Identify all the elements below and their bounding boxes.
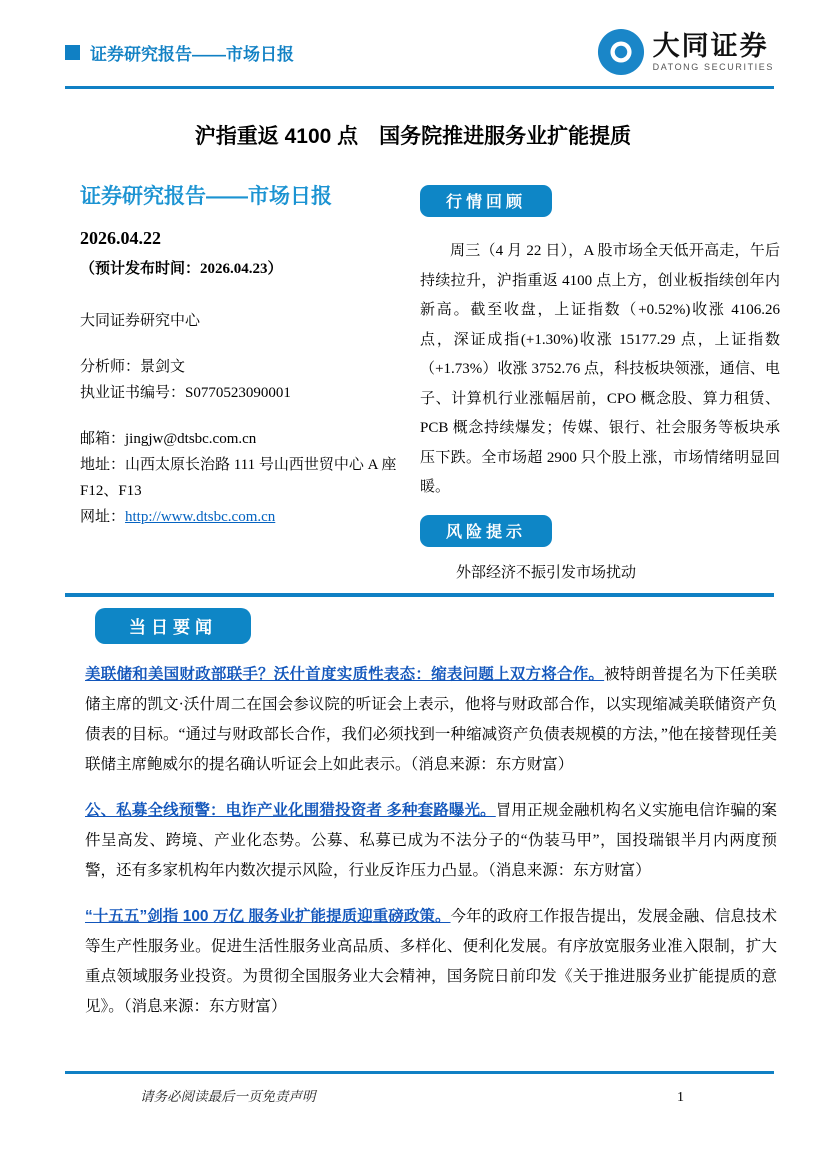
page-header [65, 28, 774, 76]
footer-divider-rule [65, 1071, 774, 1074]
page-footer [65, 1085, 774, 1106]
news-item [85, 660, 777, 780]
datong-pinwheel-logo-icon [597, 28, 645, 76]
expected-publish-time: （预计发布时间：2026.04.23） [80, 261, 283, 277]
header-report-label: 证券研究报告——市场日报 [90, 45, 294, 64]
risk-warning-text: 外部经济不振引发市场扰动 [456, 564, 637, 581]
left-info-panel [80, 180, 410, 530]
market-review-text: 周三（4 月 22 日），A 股市场全天低开高走，午后持续拉升，沪指重返 4100 点上方，创业板指续创年内新高。截至收盘，上证指数（+0.52%)收涨 4106.26 点，深证成指(+1.30%)收涨 15177.29 点，上证指数（+1.73%）收涨 3752.76 点，科技板块领涨，通信、电子、计算机行业涨幅居前，CPO 概念股、算力租赁、PCB 概念持续爆发；传媒、银行、社会服务等板块承压下跌。全市场超 2900 只个股上涨，市场情绪明显回暖。 [420, 243, 780, 495]
website-link[interactable]: http://www.dtsbc.com.cn [125, 509, 276, 525]
news-item [85, 902, 777, 1022]
analyst-name: 分析师：景剑文 [80, 359, 186, 375]
website-line [80, 504, 410, 530]
daily-news-badge: 当日要闻 [95, 608, 251, 644]
market-review-badge: 行情回顾 [420, 185, 552, 217]
news-section-divider-rule [65, 593, 774, 597]
header-report-label-group [65, 40, 294, 65]
news-item-body: 今年的政府工作报告提出，发展金融、信息技术等生产性服务业。促进生活性服务业高品质、多样化、便利化发展。有序放宽服务业准入限制，扩大重点领域服务业投资。为贯彻全国服务业大会精神，国务院日前印发《关于推进服务业扩能提质的意见》。（消息来源：东方财富） [85, 908, 777, 1015]
contact-email: 邮箱：jingjw@dtsbc.com.cn [80, 431, 257, 447]
news-item-body: 冒用正规金融机构名义实施电信诈骗的案件呈高发、跨境、产业化态势。公募、私募已成为不法分子的“伪装马甲”，国投瑞银半月内两度预警，还有多家机构年内数次提示风险，行业反诈压力凸显。（消息来源：东方财富） [85, 802, 777, 879]
document-title: 沪指重返 4100 点 国务院推进服务业扩能提质 [194, 125, 632, 148]
report-date: 2026.04.22 [80, 228, 161, 248]
news-item-lead: 美联储和美国财政部联手？沃什首度实质性表态：缩表问题上双方将合作。 [85, 666, 605, 683]
website-label: 网址： [80, 509, 126, 525]
header-divider-rule [65, 86, 774, 89]
news-item-lead: “十五五”剑指 100 万亿 服务业扩能提质迎重磅政策。 [85, 908, 451, 925]
research-center: 大同证券研究中心 [80, 313, 201, 329]
contact-address: 地址：山西太原长治路 111 号山西世贸中心 A 座 F12、F13 [80, 457, 397, 499]
license-number: 执业证书编号：S0770523090001 [80, 385, 291, 401]
right-content-panel [420, 185, 780, 582]
company-logo [597, 28, 774, 76]
blue-square-bullet-icon [65, 45, 80, 60]
risk-warning-badge: 风险提示 [420, 515, 552, 547]
logo-english-name: DATONG SECURITIES [652, 61, 774, 72]
news-item-lead: 公、私募全线预警：电诈产业化围猎投资者 多种套路曝光。 [85, 802, 496, 819]
logo-chinese-name: 大同证券 [652, 30, 769, 61]
left-panel-heading: 证券研究报告——市场日报 [80, 185, 332, 208]
daily-news-section [85, 608, 777, 1022]
news-item-body: 被特朗普提名为下任美联储主席的凯文·沃什周二在国会参议院的听证会上表示，他将与财政部合作，以实现缩减美联储资产负债表的目标。“通过与财政部长合作，我们必须找到一种缩减资产负债表规模的方法，”他在接替现任美联储主席鲍威尔的提名确认听证会上如此表示。（消息来源：东方财富） [85, 666, 777, 773]
page-number: 1 [677, 1090, 684, 1105]
news-item [85, 796, 777, 886]
disclaimer-text: 请务必阅读最后一页免责声明 [140, 1089, 316, 1104]
logo-text [652, 30, 774, 72]
